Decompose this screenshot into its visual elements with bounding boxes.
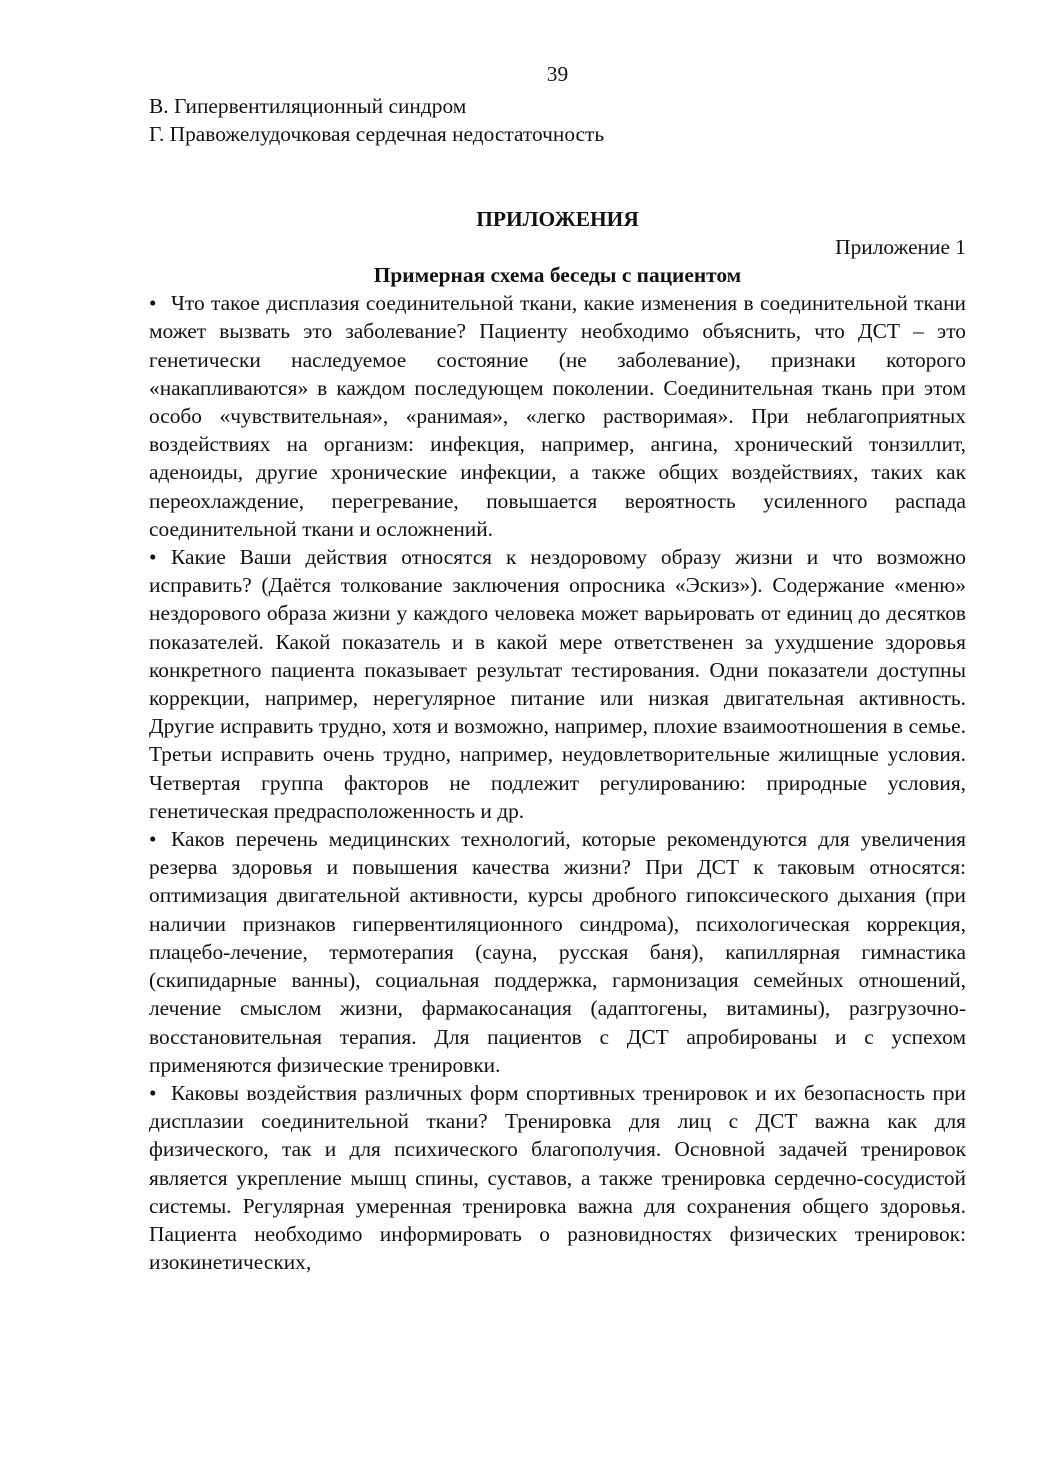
list-item-text: Каковы воздействия различных форм спортивных тренировок и их безопасность при дисплазии соединительной ткани? Тренировка для лиц с ДСТ важна как для физического, так и для психического благополучия. Основной задачей тренировок является укрепление мышц спины, суставов, а также тренировка сердечно-сосудистой системы. Регулярная умеренная тренировка важна для сохранения общего здоровья. Пациента необходимо информировать о разновидностях физических тренировок: изокинетических, (149, 1080, 966, 1275)
bullet-icon: • (149, 545, 157, 570)
document-page (149, 60, 966, 1276)
list-item-text: Каков перечень медицинских технологий, которые рекомендуются для увеличения резерва здоровья и повышения качества жизни? При ДСТ к таковым относятся: оптимизация двигательной активности, курсы дробного гипоксического дыхания (при наличии признаков гипервентиляционного синдрома), психологическая коррекция, плацебо-лечение, термотерапия (сауна, русская баня), капиллярная гимнастика (скипидарные ванны), социальная поддержка, гармонизация семейных отношений, лечение смыслом жизни, фармакосанация (адаптогены, витамины), разгрузочно-восстановительная терапия. Для пациентов с ДСТ апробированы и с успехом применяются физические тренировки. (149, 827, 966, 1077)
answer-option-g: Г. Правожелудочковая сердечная недостаточность (149, 122, 605, 147)
list-item-text: Какие Ваши действия относятся к нездоровому образу жизни и что возможно исправить? (Даётся толкование заключения опросника «Эскиз»). Содержание «меню» нездорового образа жизни у каждого человека может варьировать от единиц до десятков показателей. Какой показатель и в какой мере ответственен за ухудшение здоровья конкретного пациента показывает результат тестирования. Одни показатели доступны коррекции, например, нерегулярное питание или низкая двигательная активность. Другие исправить трудно, хотя и возможно, например, плохие взаимоотношения в семье. Третьи исправить очень трудно, например, неудовлетворительные жилищные условия. Четвертая группа факторов не подлежит регулированию: природные условия, генетическая предрасположенность и др. (149, 545, 966, 823)
list-item-text: Что такое дисплазия соединительной ткани, какие изменения в соединительной ткани может вызвать это заболевание? Пациенту необходимо объяснить, что ДСТ – это генетически наследуемое состояние (не заболевание), признаки которого «накапливаются» в каждом последующем поколении. Соединительная ткань при этом особо «чувствительная», «ранимая», «легко растворимая». При неблагоприятных воздействиях на организм: инфекция, например, ангина, хронический тонзиллит, аденоиды, другие хронические инфекции, а также общих воздействиях, таких как переохлаждение, перегревание, повышается вероятность усиленного распада соединительной ткани и осложнений. (149, 291, 966, 541)
list-item (149, 543, 966, 825)
page-number: 39 (546, 62, 569, 86)
bullet-icon: • (149, 1080, 157, 1105)
list-item (149, 1079, 966, 1276)
list-item (149, 825, 966, 1079)
bullet-icon: • (149, 827, 157, 852)
section-title: ПРИЛОЖЕНИЯ (476, 206, 639, 231)
section-spacer (149, 149, 966, 205)
appendix-title: Примерная схема беседы с пациентом (373, 263, 742, 288)
bullet-icon: • (149, 291, 157, 316)
appendix-label: Приложение 1 (835, 234, 966, 259)
answer-option-v: В. Гипервентиляционный синдром (149, 94, 467, 119)
list-item (149, 289, 966, 543)
